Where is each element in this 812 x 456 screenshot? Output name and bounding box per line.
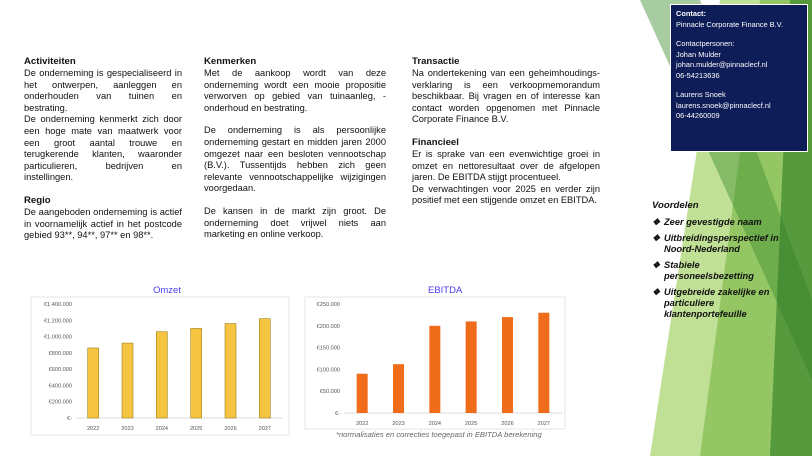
x-tick-label: 2027 [537, 421, 551, 427]
x-tick-label: 2025 [189, 426, 203, 432]
voordelen-item-label: Uitbreidingsperspectief in Noord-Nederland [664, 233, 779, 254]
x-tick-label: 2024 [155, 426, 169, 432]
y-tick-label: €100.000 [316, 367, 340, 374]
x-tick-label: 2025 [464, 421, 478, 427]
y-tick-label: €200.000 [48, 399, 72, 406]
contact-company: Pinnacle Corporate Finance B.V. [676, 19, 783, 29]
financieel-text-2: De verwachtingen voor 2025 en verder zijn positief met een stijgende omzet en EBITDA. [412, 183, 600, 206]
y-tick-label: €- [67, 416, 72, 422]
transactie-text: Na ondertekening van een geheimhoudings-verklaring is een verkoopmemorandum beschikbaar. Bij vragen en of interesse kan contact worden opgenomen met Pinnacle Corporate Finance B.V. [412, 68, 600, 125]
activiteiten-regio-column [24, 56, 182, 242]
x-tick-label: 2024 [428, 421, 442, 427]
bar [156, 332, 167, 418]
kenmerken-text-3: De kansen in de markt zijn groot. De onderneming doet vrijwel niets aan marketing en online verkoop. [204, 205, 386, 240]
voordelen-list [652, 217, 792, 320]
bar [538, 313, 549, 413]
contact-person2-email[interactable]: laurens.snoek@pinnaclecf.nl [676, 100, 771, 110]
voordelen-item [652, 287, 792, 320]
omzet-chart-title: Omzet [153, 285, 181, 296]
contact-person1-email[interactable]: johan.mulder@pinnaclecf.nl [676, 60, 768, 69]
voordelen-item [652, 217, 792, 228]
x-tick-label: 2027 [258, 426, 272, 432]
financieel-heading: Financieel [412, 136, 459, 148]
y-tick-label: €600.000 [48, 367, 72, 374]
contact-person1-name: Johan Mulder [676, 49, 721, 59]
voordelen-item-label: Uitgebreide zakelijke en particuliere klantenportefeuille [664, 287, 770, 319]
y-tick-label: €150.000 [316, 345, 340, 352]
kenmerken-heading: Kenmerken [204, 56, 257, 67]
bar [357, 374, 368, 413]
y-tick-label: €250.000 [316, 302, 340, 308]
contact-person2-phone[interactable]: 06-44260009 [676, 111, 720, 120]
transactie-financieel-column [412, 56, 600, 207]
x-tick-label: 2023 [121, 426, 134, 432]
bar [225, 324, 236, 418]
voordelen-item [652, 260, 792, 282]
bar [393, 364, 404, 413]
contact-heading: Contact: [676, 9, 706, 18]
diamond-bullet-icon: ❖ [652, 260, 661, 270]
regio-text: De aangeboden onderneming is actief in voornamelijk actief in het postcode gebied 93**, 94**, 97** en 98**. [24, 206, 182, 241]
x-tick-label: 2022 [355, 421, 369, 427]
y-tick-label: €50.000 [319, 389, 340, 396]
contact-box [670, 4, 808, 152]
kenmerken-text-2: De onderneming is als persoonlijke onderneming gestart en midden jaren 2000 omgezet naar een besloten vennootschap (B.V.). Tussentijds hebben zich geen relevante vennootschappelijke wijzigingen voorgedaan. [204, 125, 386, 194]
kenmerken-column [204, 56, 386, 241]
y-tick-label: €200.000 [316, 323, 340, 330]
bar [502, 317, 513, 413]
x-tick-label: 2023 [392, 421, 405, 427]
bar [88, 348, 99, 418]
y-tick-label: €800.000 [48, 350, 72, 357]
y-tick-label: €1.000.000 [44, 334, 72, 341]
voordelen-heading: Voordelen [652, 200, 699, 211]
activiteiten-heading: Activiteiten [24, 56, 76, 67]
x-tick-label: 2026 [501, 421, 514, 427]
bar [259, 319, 270, 418]
activiteiten-text-2: De onderneming kenmerkt zich door een hoge mate van maatwerk voor een groot aantal trouwe en terugkerende klanten, waaronder particulieren, bedrijven en instellingen. [24, 114, 182, 183]
omzet-chart [30, 296, 290, 436]
ebitda-footnote: *normalisaties en correcties toegepast in EBITDA berekening [336, 430, 542, 439]
contact-person1-phone[interactable]: 06-54213636 [676, 70, 720, 80]
ebitda-chart [304, 296, 566, 430]
diamond-bullet-icon: ❖ [652, 217, 661, 227]
diamond-bullet-icon: ❖ [652, 287, 661, 297]
y-tick-label: €1.400.000 [44, 302, 72, 308]
kenmerken-text-1: Met de aankoop wordt van deze onderneming wordt een mooie propositie verworven op gebied van tuinaanleg, -onderhoud en bestrating. [204, 68, 386, 113]
financieel-text-1: Er is sprake van een evenwichtige groei in omzet en nettoresultaat over de afgelopen jaren. De EBITDA stijgt procentueel. [412, 148, 600, 183]
bar [429, 326, 440, 413]
bar [191, 328, 202, 418]
regio-heading: Regio [24, 194, 51, 206]
transactie-heading: Transactie [412, 56, 460, 67]
y-tick-label: €1.200.000 [44, 318, 72, 325]
voordelen-item-label: Stabiele personeelsbezetting [664, 260, 754, 281]
voordelen-panel [652, 200, 792, 325]
y-tick-label: €- [335, 411, 340, 417]
bar [122, 343, 133, 418]
bar [466, 321, 477, 413]
activiteiten-text-1: De onderneming is gespecialiseerd in het ontwerpen, aanleggen en onderhouden van tuinen en bestrating. [24, 68, 182, 113]
diamond-bullet-icon: ❖ [652, 233, 661, 243]
x-tick-label: 2022 [86, 426, 100, 432]
contact-persons-label: Contactpersonen: [676, 39, 735, 48]
x-tick-label: 2026 [224, 426, 237, 432]
contact-person2-name: Laurens Snoek [676, 90, 726, 99]
voordelen-item-label: Zeer gevestigde naam [664, 217, 762, 227]
ebitda-chart-title: EBITDA [428, 285, 463, 296]
y-tick-label: €400.000 [48, 383, 72, 390]
voordelen-item [652, 233, 792, 255]
